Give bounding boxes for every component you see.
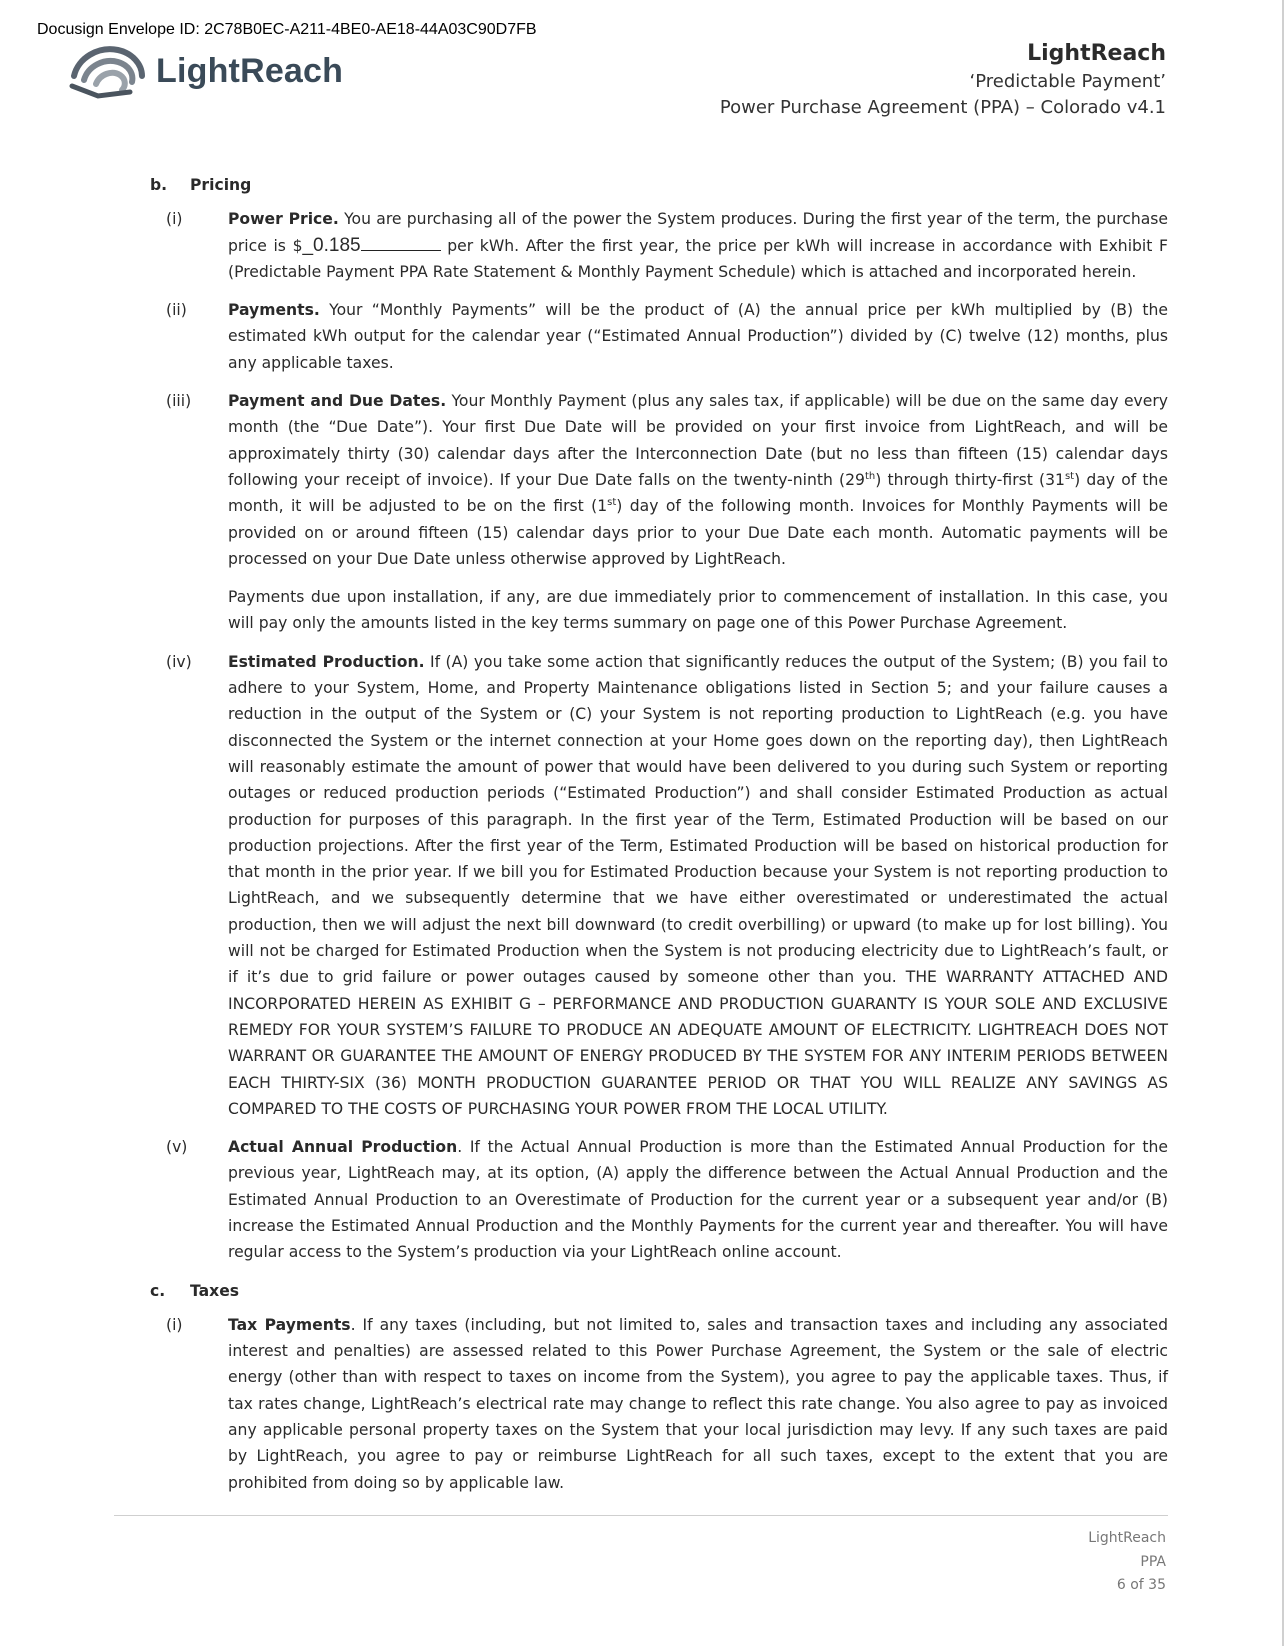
page-number: 6 of 35 bbox=[1116, 1577, 1166, 1593]
footer-company: LightReach bbox=[1088, 1530, 1166, 1546]
clause-body bbox=[228, 297, 1168, 376]
clause-text: You are purchasing all of the power the System produces. During the first year of the term, the purchase price is $ bbox=[228, 210, 1168, 255]
clause-body bbox=[228, 1312, 1168, 1496]
header-agreement: Power Purchase Agreement (PPA) – Colorado v4.1 bbox=[719, 97, 1166, 118]
document-header bbox=[720, 40, 1166, 121]
section-title: Pricing bbox=[190, 176, 252, 194]
document-body bbox=[150, 172, 1168, 1508]
clause-body bbox=[228, 1134, 1168, 1265]
clause-body bbox=[228, 388, 1168, 637]
clause-number: (iv) bbox=[166, 652, 192, 671]
header-company: LightReach bbox=[1027, 41, 1166, 66]
clause-due-dates bbox=[150, 388, 1168, 637]
clause-text: . If any taxes (including, but not limited to, sales and transaction taxes and including any associated interest and penalties) are assessed related to this Power Purchase Agreement, the System or the sale of electric energy (other than with respect to taxes on income from the System), you agree to pay the applicable taxes. Thus, if tax rates change, LightReach’s electrical rate may change to reflect this rate change. You also agree to pay as invoiced any applicable personal property taxes on the System that your local jurisdiction may levy. If any such taxes are paid by LightReach, you agree to pay or reimburse LightReach for all such taxes, except to the extent that you are prohibited from doing so by applicable law. bbox=[228, 1315, 1169, 1492]
clause-title: Actual Annual Production bbox=[228, 1138, 458, 1157]
price-value: _0.185 bbox=[302, 234, 361, 256]
clause-number: (i) bbox=[166, 210, 183, 229]
superscript: st bbox=[1064, 470, 1075, 482]
superscript: th bbox=[864, 470, 876, 482]
clause-title: Payment and Due Dates. bbox=[228, 392, 447, 411]
clause-paragraph: Payments due upon installation, if any, are due immediately prior to commencement of installation. In this case, you will pay only the amounts listed in the key terms summary on page one of this Power Purchase Agreement. bbox=[228, 588, 1168, 633]
header-product: ‘Predictable Payment’ bbox=[969, 71, 1166, 92]
clause-tax-payments bbox=[150, 1312, 1168, 1496]
clause-text: per kWh. After the first year, the price per kWh will increase in accordance with Exhibit F (Predictable Payment PPA Rate Statement & Monthly Payment Schedule) which is attached and incorporated herein. bbox=[228, 236, 1168, 281]
lightreach-logo-icon bbox=[68, 40, 150, 102]
clause-number: (i) bbox=[166, 1315, 183, 1334]
clause-number: (v) bbox=[166, 1138, 188, 1157]
clause-payments bbox=[150, 297, 1168, 376]
superscript: st bbox=[607, 497, 617, 509]
clause-actual-production bbox=[150, 1134, 1168, 1265]
clause-estimated-production bbox=[150, 649, 1168, 1122]
clause-body bbox=[228, 206, 1168, 285]
section-title: Taxes bbox=[190, 1281, 240, 1300]
clause-text: ) day of the following month. Invoices for Monthly Payments will be provided on or around fifteen (15) calendar days prior to your Due Date each month. Automatic payments will be processed on your Due Date unless otherwise approved by LightReach. bbox=[228, 497, 1168, 568]
logo-text: LightReach bbox=[156, 51, 344, 90]
clause-text: If (A) you take some action that significantly reduces the output of the System; (B) you fail to adhere to your System, Home, and Property Maintenance obligations listed in Section 5; and your failure causes a reduction in the output of the System or (C) your System is not reporting production to LightReach (e.g. you have disconnected the System or the internet connection at your Home goes down on the reporting day), then LightReach will reasonably estimate the amount of power that would have been delivered to you during such System or reporting outages or reduced production periods (“Estimated Production”) and shall consider Estimated Production as actual production for purposes of this paragraph. In the first year of the Term, Estimated Production will be based on our production projections. After the first year of the Term, Estimated Production will be based on historical production for that month in the prior year. If we bill you for Estimated Production because your System is not reporting production to LightReach, and we subsequently determine that we have either overestimated or underestimated the actual production, then we will adjust the next bill downward (to credit overbilling) or upward (to make up for lost billing). You will not be charged for Estimated Production when the System is not producing electricity due to LightReach’s fault, or if it’s due to grid failure or power outages caused by someone other than you. THE WARRANTY ATTACHED AND INCORPORATED HEREIN AS EXHIBIT G – PERFORMANCE AND PRODUCTION GUARANTY IS YOUR SOLE AND EXCLUSIVE REMEDY FOR YOUR SYSTEM’S FAILURE TO PRODUCE AN ADEQUATE AMOUNT OF ELECTRICITY. LIGHTREACH DOES NOT WARRANT OR GUARANTEE THE AMOUNT OF ENERGY PRODUCED BY THE SYSTEM FOR ANY INTERIM PERIODS BETWEEN EACH THIRTY-SIX (36) MONTH PRODUCTION GUARANTEE PERIOD OR THAT YOU WILL REALIZE ANY SAVINGS AS COMPARED TO THE COSTS OF PURCHASING YOUR POWER FROM THE LOCAL UTILITY. bbox=[228, 652, 1168, 1118]
clause-power-price bbox=[150, 206, 1168, 285]
clause-number: (ii) bbox=[166, 301, 187, 320]
section-pricing-heading bbox=[150, 172, 1168, 198]
clause-title: Payments. bbox=[228, 301, 320, 320]
section-letter: c. bbox=[150, 1281, 166, 1300]
clause-body bbox=[228, 649, 1168, 1122]
lightreach-logo bbox=[68, 40, 343, 102]
page-footer bbox=[1088, 1527, 1166, 1598]
clause-title: Estimated Production. bbox=[228, 652, 425, 671]
clause-number: (iii) bbox=[166, 392, 192, 411]
clause-paragraph bbox=[228, 388, 1168, 572]
clause-text: ) through thirty-first (31 bbox=[875, 470, 1065, 489]
clause-title: Tax Payments bbox=[228, 1315, 351, 1334]
clause-text: Your “Monthly Payments” will be the product of (A) the annual price per kWh multiplied by (B) the estimated kWh output for the calendar year (“Estimated Annual Production”) divided by (C) twelve (12) months, plus any applicable taxes. bbox=[228, 301, 1168, 372]
envelope-id: Docusign Envelope ID: 2C78B0EC-A211-4BE0-AE18-44A03C90D7FB bbox=[37, 21, 537, 38]
clause-text: Your Monthly Payment (plus any sales tax, if applicable) will be due on the same day every month (the “Due Date”). Your first Due Date will be provided on your first invoice from LightReach, and will be approximately thirty (30) calendar days after the Interconnection Date (but no less than fifteen (15) calendar days following your receipt of invoice). If your Due Date falls on the twenty-ninth (29 bbox=[228, 392, 1169, 489]
clause-text: . If the Actual Annual Production is more than the Estimated Annual Production for the previous year, LightReach may, at its option, (A) apply the difference between the Actual Annual Production and the Estimated Annual Production to an Overestimate of Production for the current year or a subsequent year and/or (B) increase the Estimated Annual Production and the Monthly Payments for the current year and thereafter. You will have regular access to the System’s production via your LightReach online account. bbox=[228, 1138, 1168, 1262]
clause-text: ) day of the month, it will be adjusted to be on the first (1 bbox=[228, 470, 1169, 516]
clause-title: Power Price. bbox=[228, 210, 339, 229]
footer-divider bbox=[114, 1515, 1168, 1516]
footer-doc: PPA bbox=[1140, 1553, 1166, 1570]
section-taxes-heading bbox=[150, 1278, 1168, 1304]
section-letter: b. bbox=[150, 176, 168, 194]
price-blank-line bbox=[361, 236, 441, 251]
